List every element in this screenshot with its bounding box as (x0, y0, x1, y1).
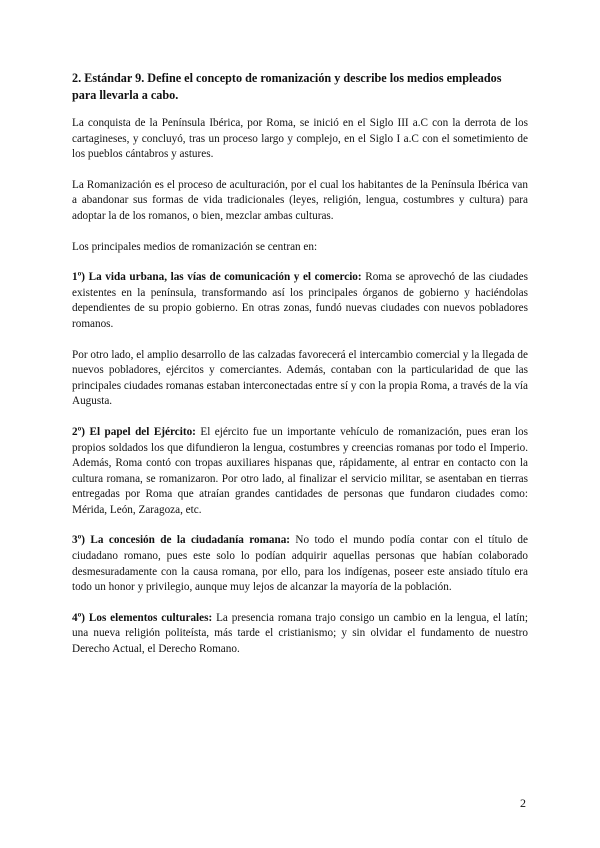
text-urban-life: Roma se aprovechó de las ciudades existentes en la península, transformando así los principales órganos de gobierno y haciéndolas dependientes de su propio gobierno. En otras zonas, fundó nuevas ciudades con nuevos pobladores romanos. (72, 271, 528, 330)
page-number: 2 (520, 796, 526, 810)
lead-culture: 4º) Los elementos culturales: (72, 611, 213, 624)
paragraph-urban-life (72, 270, 528, 332)
text-culture: La presencia romana trajo consigo un cambio en la lengua, el latín; una nueva religión politeísta, más tarde el cristianismo; y sin olvidar el fundamento de nuestro Derecho Actual, el Derecho Romano. (72, 611, 528, 656)
paragraph-roads: Por otro lado, el amplio desarrollo de las calzadas favorecerá el intercambio comercial y la llegada de nuevos pobladores, ejércitos y comerciantes. Además, contaban con la particularidad de que las principales ciudades romanas estaban interconectadas entre sí y con la propia Roma, a través de la vía Augusta. (72, 348, 528, 408)
paragraph-intro-means: Los principales medios de romanización se centran en: (72, 240, 318, 253)
lead-urban-life: 1º) La vida urbana, las vías de comunicación y el comercio: (72, 271, 362, 284)
paragraph-citizenship (72, 533, 528, 595)
text-army: El ejército fue un importante vehículo de romanización, pues eran los propios soldados los que difundieron la lengua, costumbres y creencias romanas por todo el Imperio. Además, Roma contó con tropas auxiliares hispanas que, rápidamente, al entrar en contacto con la cultura romana, se romanizaron. Por otro lado, al finalizar el servicio militar, se asentaban en tierras entregadas por Roma que atraían grandes cantidades de personas que fundaron ciudades como: Mérida, León, Zaragoza, etc. (72, 425, 528, 516)
paragraph-definition: La Romanización es el proceso de aculturación, por el cual los habitantes de la Península Ibérica van a abandonar sus formas de vida tradicionales (leyes, religión, lengua, costumbres y cultura) para adoptar la de los romanos, o bien, mezclar ambas culturas. (72, 178, 528, 222)
paragraph-conquest: La conquista de la Península Ibérica, por Roma, se inició en el Siglo III a.C con la derrota de los cartagineses, y concluyó, tras un proceso largo y complejo, en el Siglo I a.C con el sometimiento de los pueblos cántabros y astures. (72, 117, 528, 161)
lead-army: 2º) El papel del Ejército: (72, 425, 196, 438)
lead-citizenship: 3º) La concesión de la ciudadanía romana: (72, 534, 291, 547)
text-citizenship: No todo el mundo podía contar con el título de ciudadano romano, pues este solo lo podían adquirir aquellas personas que habían colaborado desmesuradamente con la causa romana, por ello, para los indígenas, poseer este ansiado título era todo un honor y privilegio, aunque muy lejos de alcanzar la mayoría de la población. (72, 534, 528, 594)
paragraph-culture (72, 611, 528, 658)
document-page (72, 70, 528, 673)
section-heading: 2. Estándar 9. Define el concepto de romanización y describe los medios empleados para llevarla a cabo. (72, 71, 502, 102)
paragraph-army (72, 425, 528, 519)
